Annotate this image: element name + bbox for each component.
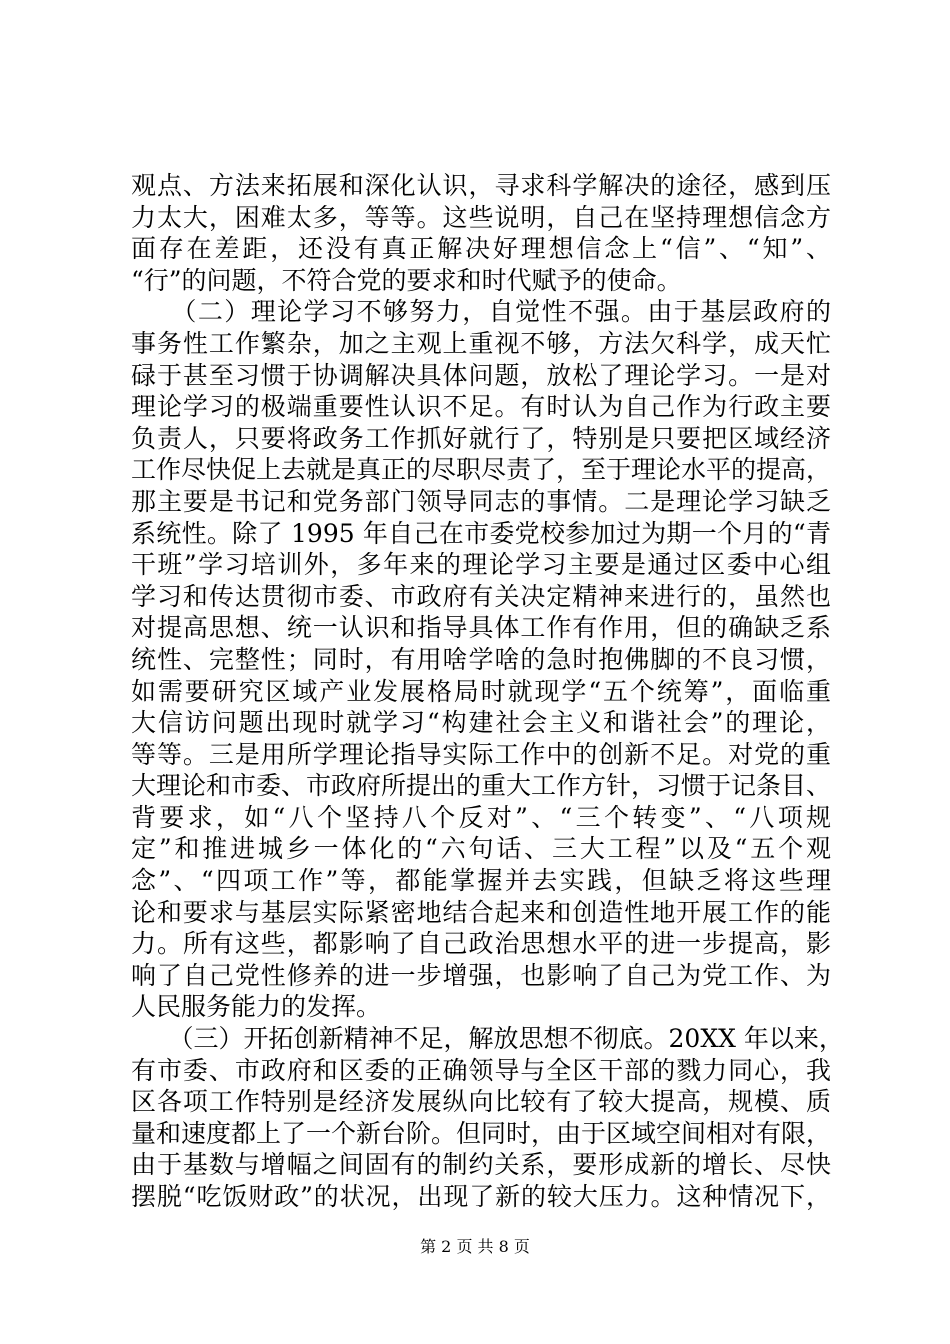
text-line: 面存在差距，还没有真正解决好理想信念上“信”、“知”、	[131, 234, 831, 264]
text-line: 事务性工作繁杂，加之主观上重视不够，方法欠科学，成天忙	[131, 328, 831, 358]
text-line: 响了自己党性修养的进一步增强，也影响了自己为党工作、为	[131, 960, 831, 990]
text-line: 有市委、市政府和区委的正确领导与全区干部的戮力同心，我	[131, 1055, 831, 1085]
text-line: 观点、方法来拓展和深化认识，寻求科学解决的途径，感到压	[131, 171, 831, 200]
text-line: 工作尽快促上去就是真正的尽职尽责了，至于理论水平的提高，	[131, 455, 832, 485]
text-line: 那主要是书记和党务部门领导同志的事情。二是理论学习缺乏	[131, 486, 831, 516]
text-line: 量和速度都上了一个新台阶。但同时，由于区域空间相对有限，	[131, 1118, 832, 1148]
text-line: 背要求，如“八个坚持八个反对”、“三个转变”、“八项规	[131, 802, 831, 832]
text-line: 如需要研究区域产业发展格局时就现学“五个统筹”，面临重	[131, 676, 831, 706]
text-line: 负责人，只要将政务工作抓好就行了，特别是只要把区域经济	[131, 423, 831, 453]
text-line: 理论学习的极端重要性认识不足。有时认为自己作为行政主要	[131, 392, 831, 422]
text-line: 定”和推进城乡一体化的“六句话、三大工程”以及“五个观	[131, 834, 831, 864]
text-line: 大理论和市委、市政府所提出的重大工作方针，习惯于记条目、	[131, 771, 832, 801]
text-line: 人民服务能力的发挥。	[131, 992, 382, 1022]
text-line: 区各项工作特别是经济发展纵向比较有了较大提高，规模、质	[131, 1087, 831, 1117]
text-line: 摆脱“吃饭财政”的状况，出现了新的较大压力。这种情况下，	[131, 1182, 831, 1211]
text-line: 对提高思想、统一认识和指导具体工作有作用，但的确缺乏系	[131, 613, 831, 643]
section-heading-line: （二）理论学习不够努力，自觉性不强。由于基层政府的	[131, 297, 831, 327]
text-line: 大信访问题出现时就学习“构建社会主义和谐社会”的理论，	[131, 708, 831, 738]
text-line: 碌于甚至习惯于协调解决具体问题，放松了理论学习。一是对	[131, 360, 831, 390]
text-line: 统性、完整性；同时，有用啥学啥的急时抱佛脚的不良习惯，	[131, 644, 831, 674]
text-line: 系统性。除了 1995 年自己在市委党校参加过为期一个月的“青	[131, 518, 831, 548]
text-line: 干班”学习培训外，多年来的理论学习主要是通过区委中心组	[131, 550, 831, 580]
page-number-footer: 第 2 页 共 8 页	[420, 1237, 530, 1256]
text-line: 由于基数与增幅之间固有的制约关系，要形成新的增长、尽快	[131, 1150, 831, 1180]
text-line: 力。所有这些，都影响了自己政治思想水平的进一步提高，影	[131, 929, 831, 959]
text-line: 论和要求与基层实际紧密地结合起来和创造性地开展工作的能	[131, 897, 831, 927]
section-heading-line: （三）开拓创新精神不足，解放思想不彻底。20XX 年以来，	[131, 1024, 844, 1054]
text-line: “行”的问题，不符合党的要求和时代赋予的使命。	[131, 265, 682, 295]
text-line: 学习和传达贯彻市委、市政府有关决定精神来进行的，虽然也	[131, 581, 831, 611]
text-line: 力太大，困难太多，等等。这些说明，自己在坚持理想信念方	[131, 202, 831, 232]
document-body	[131, 170, 844, 1213]
text-line: 念”、“四项工作”等，都能掌握并去实践，但缺乏将这些理	[131, 866, 831, 896]
text-line: 等等。三是用所学理论指导实际工作中的创新不足。对党的重	[131, 739, 831, 769]
